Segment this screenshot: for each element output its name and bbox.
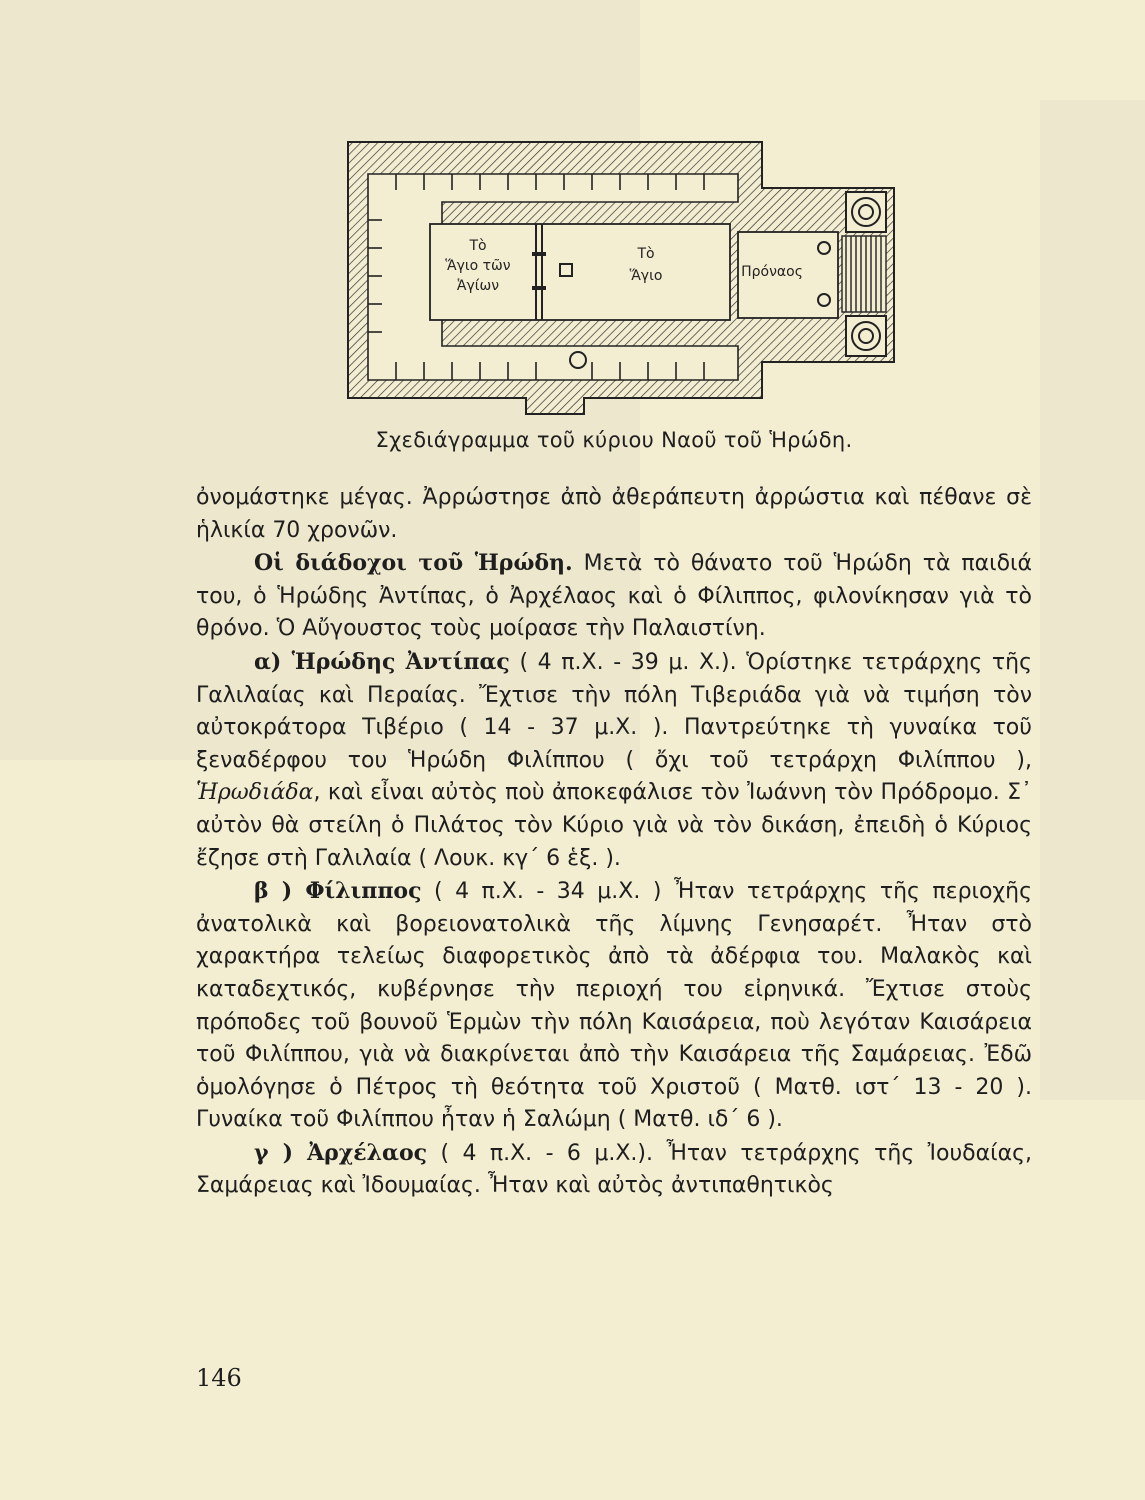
paragraph-philip: β ) Φίλιππος ( 4 π.Χ. - 34 μ.Χ. ) Ἦταν τετράρχης τῆς περιοχῆς ἀνατολικὰ καὶ βορειονατολικὰ τῆς λίμνης Γενησαρέτ. Ἦταν στὸ χαρακτήρα τελείως διαφορετικὸς ἀπὸ τὰ ἀδέρφια του. Μαλακὸς καὶ καταδεχτικός, κυβέρνησε τὴν περιοχή του εἰρηνικά. Ἔχτισε στοὺς πρόποδες τοῦ βουνοῦ Ἑρμὼν τὴν πόλη Καισάρεια, ποὺ λεγόταν Καισάρεια τοῦ Φιλίππου, γιὰ νὰ διακρίνεται ἀπὸ τὴν Καισάρεια τῆς Σαμάρειας. Ἐδῶ ὁμολόγησε ὁ Πέτρος τὴ θεότητα τοῦ Χριστοῦ ( Ματθ. ιστ΄ 13 - 20 ). Γυναίκα τοῦ Φιλίππου ἦταν ἡ Σαλώμη ( Ματθ. ιδ΄ 6 ). — [196, 878, 1032, 1133]
label-pronaos: Πρόναος — [741, 264, 803, 280]
label-holy-1: Τὸ — [637, 246, 655, 262]
paragraph-1: ὀνομάστηκε μέγας. Ἀρρώστησε ἀπὸ ἀθεράπευτη ἀρρώστια καὶ πέθανε σὲ ἡλικία 70 χρονῶν. — [196, 485, 1032, 543]
body-text — [196, 482, 1032, 1203]
subsection-heading: β ) Φίλιππος — [254, 878, 422, 905]
temple-floor-plan — [346, 140, 906, 422]
label-holy-of-holies-1: Τὸ — [469, 238, 487, 254]
section-heading: Οἱ διάδοχοι τοῦ Ἡρώδη. — [254, 550, 573, 577]
facing-page-bleed-right — [1040, 100, 1145, 1100]
label-holy-of-holies-2: Ἅγιο τῶν — [445, 258, 511, 274]
paragraph-successors: Οἱ διάδοχοι τοῦ Ἡρώδη. Μετὰ τὸ θάνατο τοῦ Ἡρώδη τὰ παιδιά του, ὁ Ἡρώδης Ἀντίπας, ὁ Ἀρχέλαος καὶ ὁ Φίλιππος, φιλονίκησαν γιὰ τὸ θρόνο. Ὁ Αὔγουστος τοὺς μοίρασε τὴν Παλαιστίνη. — [196, 550, 1032, 642]
figure-caption: Σχεδιάγραμμα τοῦ κύριου Ναοῦ τοῦ Ἡρώδη. — [375, 428, 853, 452]
paragraph-antipas: α) Ἡρώδης Ἀντίπας ( 4 π.Χ. - 39 μ. Χ.). Ὁρίστηκε τετράρχης τῆς Γαλιλαίας καὶ Περαίας. Ἔχτισε τὴν πόλη Τιβεριάδα γιὰ νὰ τιμήση τὸν αὐτοκράτορα Τιβέριο ( 14 - 37 μ.Χ. ). Παντρεύτηκε τὴ γυναίκα τοῦ ξεναδέρφου του Ἡρώδη Φιλίππου ( ὄχι τοῦ τετράρχη Φιλίππου ), Ἡρωδιάδα, καὶ εἶναι αὐτὸς ποὺ ἀποκεφάλισε τὸν Ἰωάννη τὸν Πρόδρομο. Σ᾿ αὐτὸν θὰ στείλη ὁ Πιλάτος τὸν Κύριο γιὰ νὰ τὸν δικάση, ἐπειδὴ ὁ Κύριος ἔζησε στὴ Γαλιλαία ( Λουκ. κγ΄ 6 ἑξ. ). — [196, 648, 1032, 871]
book-page — [196, 0, 1032, 1500]
label-holy-2: Ἅγιο — [629, 268, 663, 284]
subsection-heading: α) Ἡρώδης Ἀντίπας — [254, 648, 510, 675]
page-number: 146 — [196, 1364, 242, 1392]
subsection-heading: γ ) Ἀρχέλαος — [254, 1139, 428, 1166]
portico — [842, 236, 886, 312]
label-holy-of-holies-3: Ἁγίων — [456, 278, 500, 294]
altar-square — [560, 264, 572, 276]
paragraph-archelaus: γ ) Ἀρχέλαος ( 4 π.Χ. - 6 μ.Χ.). Ἦταν τετράρχης τῆς Ἰουδαίας, Σαμάρειας καὶ Ἰδουμαίας. Ἦταν καὶ αὐτὸς ἀντιπαθητικὸς — [196, 1139, 1032, 1199]
